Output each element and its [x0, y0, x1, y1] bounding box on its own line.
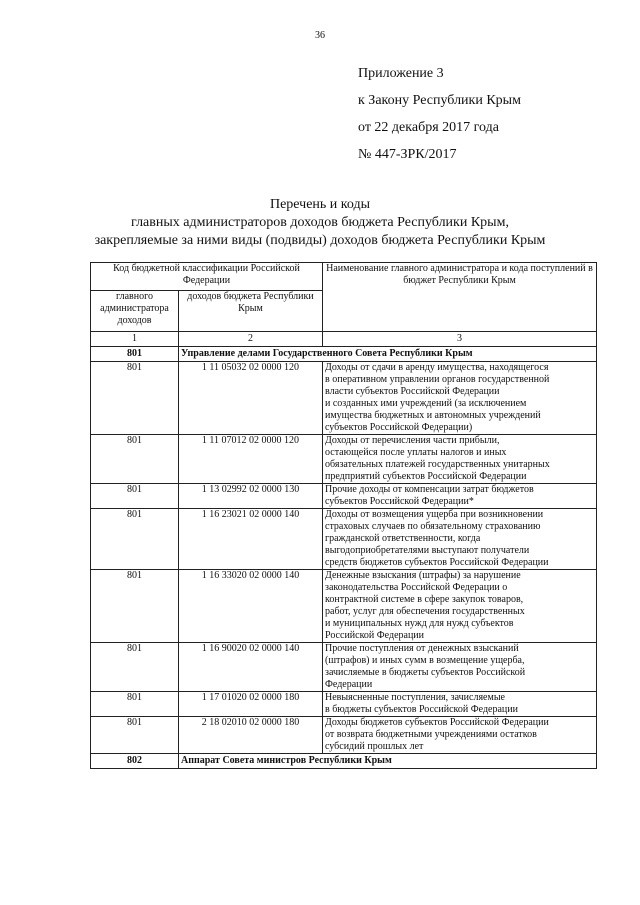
table-row: [91, 717, 597, 754]
table-row: [91, 643, 597, 692]
revenue-name: [323, 717, 597, 754]
revenue-name-line: и созданных ими учреждений (за исключением: [325, 398, 527, 409]
revenue-name: [323, 509, 597, 570]
revenue-code: 2 18 02010 02 0000 180: [179, 717, 323, 754]
revenue-name: [323, 362, 597, 435]
revenue-name-line: работ, услуг для обеспечения государственных: [325, 606, 525, 617]
revenue-name-line: средств бюджетов субъектов Российской Федерации: [325, 557, 549, 568]
section-name: Аппарат Совета министров Республики Крым: [179, 754, 597, 769]
revenue-name-line: зачисляемые в бюджеты субъектов Российской: [325, 667, 526, 678]
table-row: [91, 570, 597, 643]
admin-code: 801: [91, 717, 179, 754]
revenue-name-line: Российской Федерации: [325, 630, 425, 641]
section-row: [91, 754, 597, 769]
table-row: [91, 509, 597, 570]
table-row: [91, 362, 597, 435]
revenue-name-line: законодательства Российской Федерации о: [325, 582, 508, 593]
title-line-3: закрепляемые за ними виды (подвиды) доходов бюджета Республики Крым: [94, 233, 546, 248]
admin-code: 801: [91, 692, 179, 717]
revenue-table: [90, 262, 597, 769]
revenue-name-line: остающейся после уплаты налогов и иных: [325, 447, 507, 458]
revenue-code: 1 16 33020 02 0000 140: [179, 570, 323, 643]
appendix-law: к Закону Республики Крым: [358, 93, 521, 108]
revenue-name-line: Федерации: [325, 679, 373, 690]
revenue-name-line: субсидий прошлых лет: [325, 741, 424, 752]
document-title: [40, 196, 600, 250]
revenue-name-line: имущества бюджетных и автономных учреждений: [325, 410, 541, 421]
title-line-1: Перечень и коды: [269, 197, 371, 212]
revenue-name: [323, 435, 597, 484]
header-name: Наименование главного администратора и кода поступлений в бюджет Республики Крым: [323, 263, 597, 332]
revenue-name-line: Доходы от сдачи в аренду имущества, находящегося: [325, 362, 549, 373]
column-number-1: 1: [91, 332, 179, 347]
revenue-name-line: и муниципальных нужд для нужд субъектов: [325, 618, 514, 629]
revenue-name-line: от возврата бюджетными учреждениями остатков: [325, 729, 537, 740]
admin-code: 801: [91, 643, 179, 692]
revenue-name-line: обязательных платежей государственных унитарных: [325, 459, 550, 470]
revenue-name-line: Прочие поступления от денежных взысканий: [325, 643, 519, 654]
page-number: 36: [315, 30, 325, 41]
appendix-number: № 447-ЗРК/2017: [358, 147, 457, 162]
revenue-name: [323, 484, 597, 509]
revenue-name-line: Прочие доходы от компенсации затрат бюджетов: [325, 484, 534, 495]
revenue-name-line: страховых случаев по обязательному страхованию: [325, 521, 541, 532]
revenue-name-line: Доходы от возмещения ущерба при возникновении: [325, 509, 544, 520]
revenue-name-line: гражданской ответственности, когда: [325, 533, 481, 544]
revenue-code: 1 17 01020 02 0000 180: [179, 692, 323, 717]
revenue-code: 1 16 23021 02 0000 140: [179, 509, 323, 570]
revenue-name: [323, 643, 597, 692]
appendix-date: от 22 декабря 2017 года: [358, 120, 499, 135]
header-classification: Код бюджетной классификации Российской Федерации: [91, 263, 323, 291]
column-number-3: 3: [323, 332, 597, 347]
revenue-code: 1 13 02992 02 0000 130: [179, 484, 323, 509]
header-admin: главного администратора доходов: [91, 291, 179, 332]
table-row: [91, 435, 597, 484]
revenue-name-line: в бюджеты субъектов Российской Федерации: [325, 704, 518, 715]
title-line-2: главных администраторов доходов бюджета Республики Крым,: [131, 215, 509, 230]
admin-code: 801: [91, 570, 179, 643]
section-name: Управление делами Государственного Совета Республики Крым: [179, 347, 597, 362]
section-code: 801: [91, 347, 179, 362]
revenue-code: 1 11 05032 02 0000 120: [179, 362, 323, 435]
section-code: 802: [91, 754, 179, 769]
revenue-name-line: контрактной системе в сфере закупок товаров,: [325, 594, 524, 605]
revenue-name-line: (штрафов) и иных сумм в возмещение ущерба,: [325, 655, 525, 666]
revenue-name-line: субъектов Российской Федерации): [325, 422, 473, 433]
revenue-code: 1 16 90020 02 0000 140: [179, 643, 323, 692]
admin-code: 801: [91, 435, 179, 484]
table-row: [91, 692, 597, 717]
revenue-name-line: Невыясненные поступления, зачисляемые: [325, 692, 505, 703]
appendix-block: [358, 60, 521, 168]
revenue-name-line: власти субъектов Российской Федерации: [325, 386, 500, 397]
header-income: доходов бюджета Республики Крым: [179, 291, 323, 332]
revenue-name-line: предприятий субъектов Российской Федерации: [325, 471, 527, 482]
section-row: [91, 347, 597, 362]
column-number-2: 2: [179, 332, 323, 347]
table-row: [91, 484, 597, 509]
revenue-name-line: Доходы от перечисления части прибыли,: [325, 435, 500, 446]
revenue-name-line: в оперативном управлении органов государственной: [325, 374, 550, 385]
admin-code: 801: [91, 362, 179, 435]
revenue-name-line: выгодоприобретателями выступают получатели: [325, 545, 530, 556]
revenue-name-line: Денежные взыскания (штрафы) за нарушение: [325, 570, 521, 581]
revenue-name-line: субъектов Российской Федерации*: [325, 496, 474, 507]
revenue-code: 1 11 07012 02 0000 120: [179, 435, 323, 484]
revenue-name: [323, 570, 597, 643]
revenue-name-line: Доходы бюджетов субъектов Российской Федерации: [325, 717, 549, 728]
admin-code: 801: [91, 484, 179, 509]
table-rows: [91, 362, 597, 754]
appendix-title: Приложение 3: [358, 66, 444, 81]
admin-code: 801: [91, 509, 179, 570]
revenue-name: [323, 692, 597, 717]
